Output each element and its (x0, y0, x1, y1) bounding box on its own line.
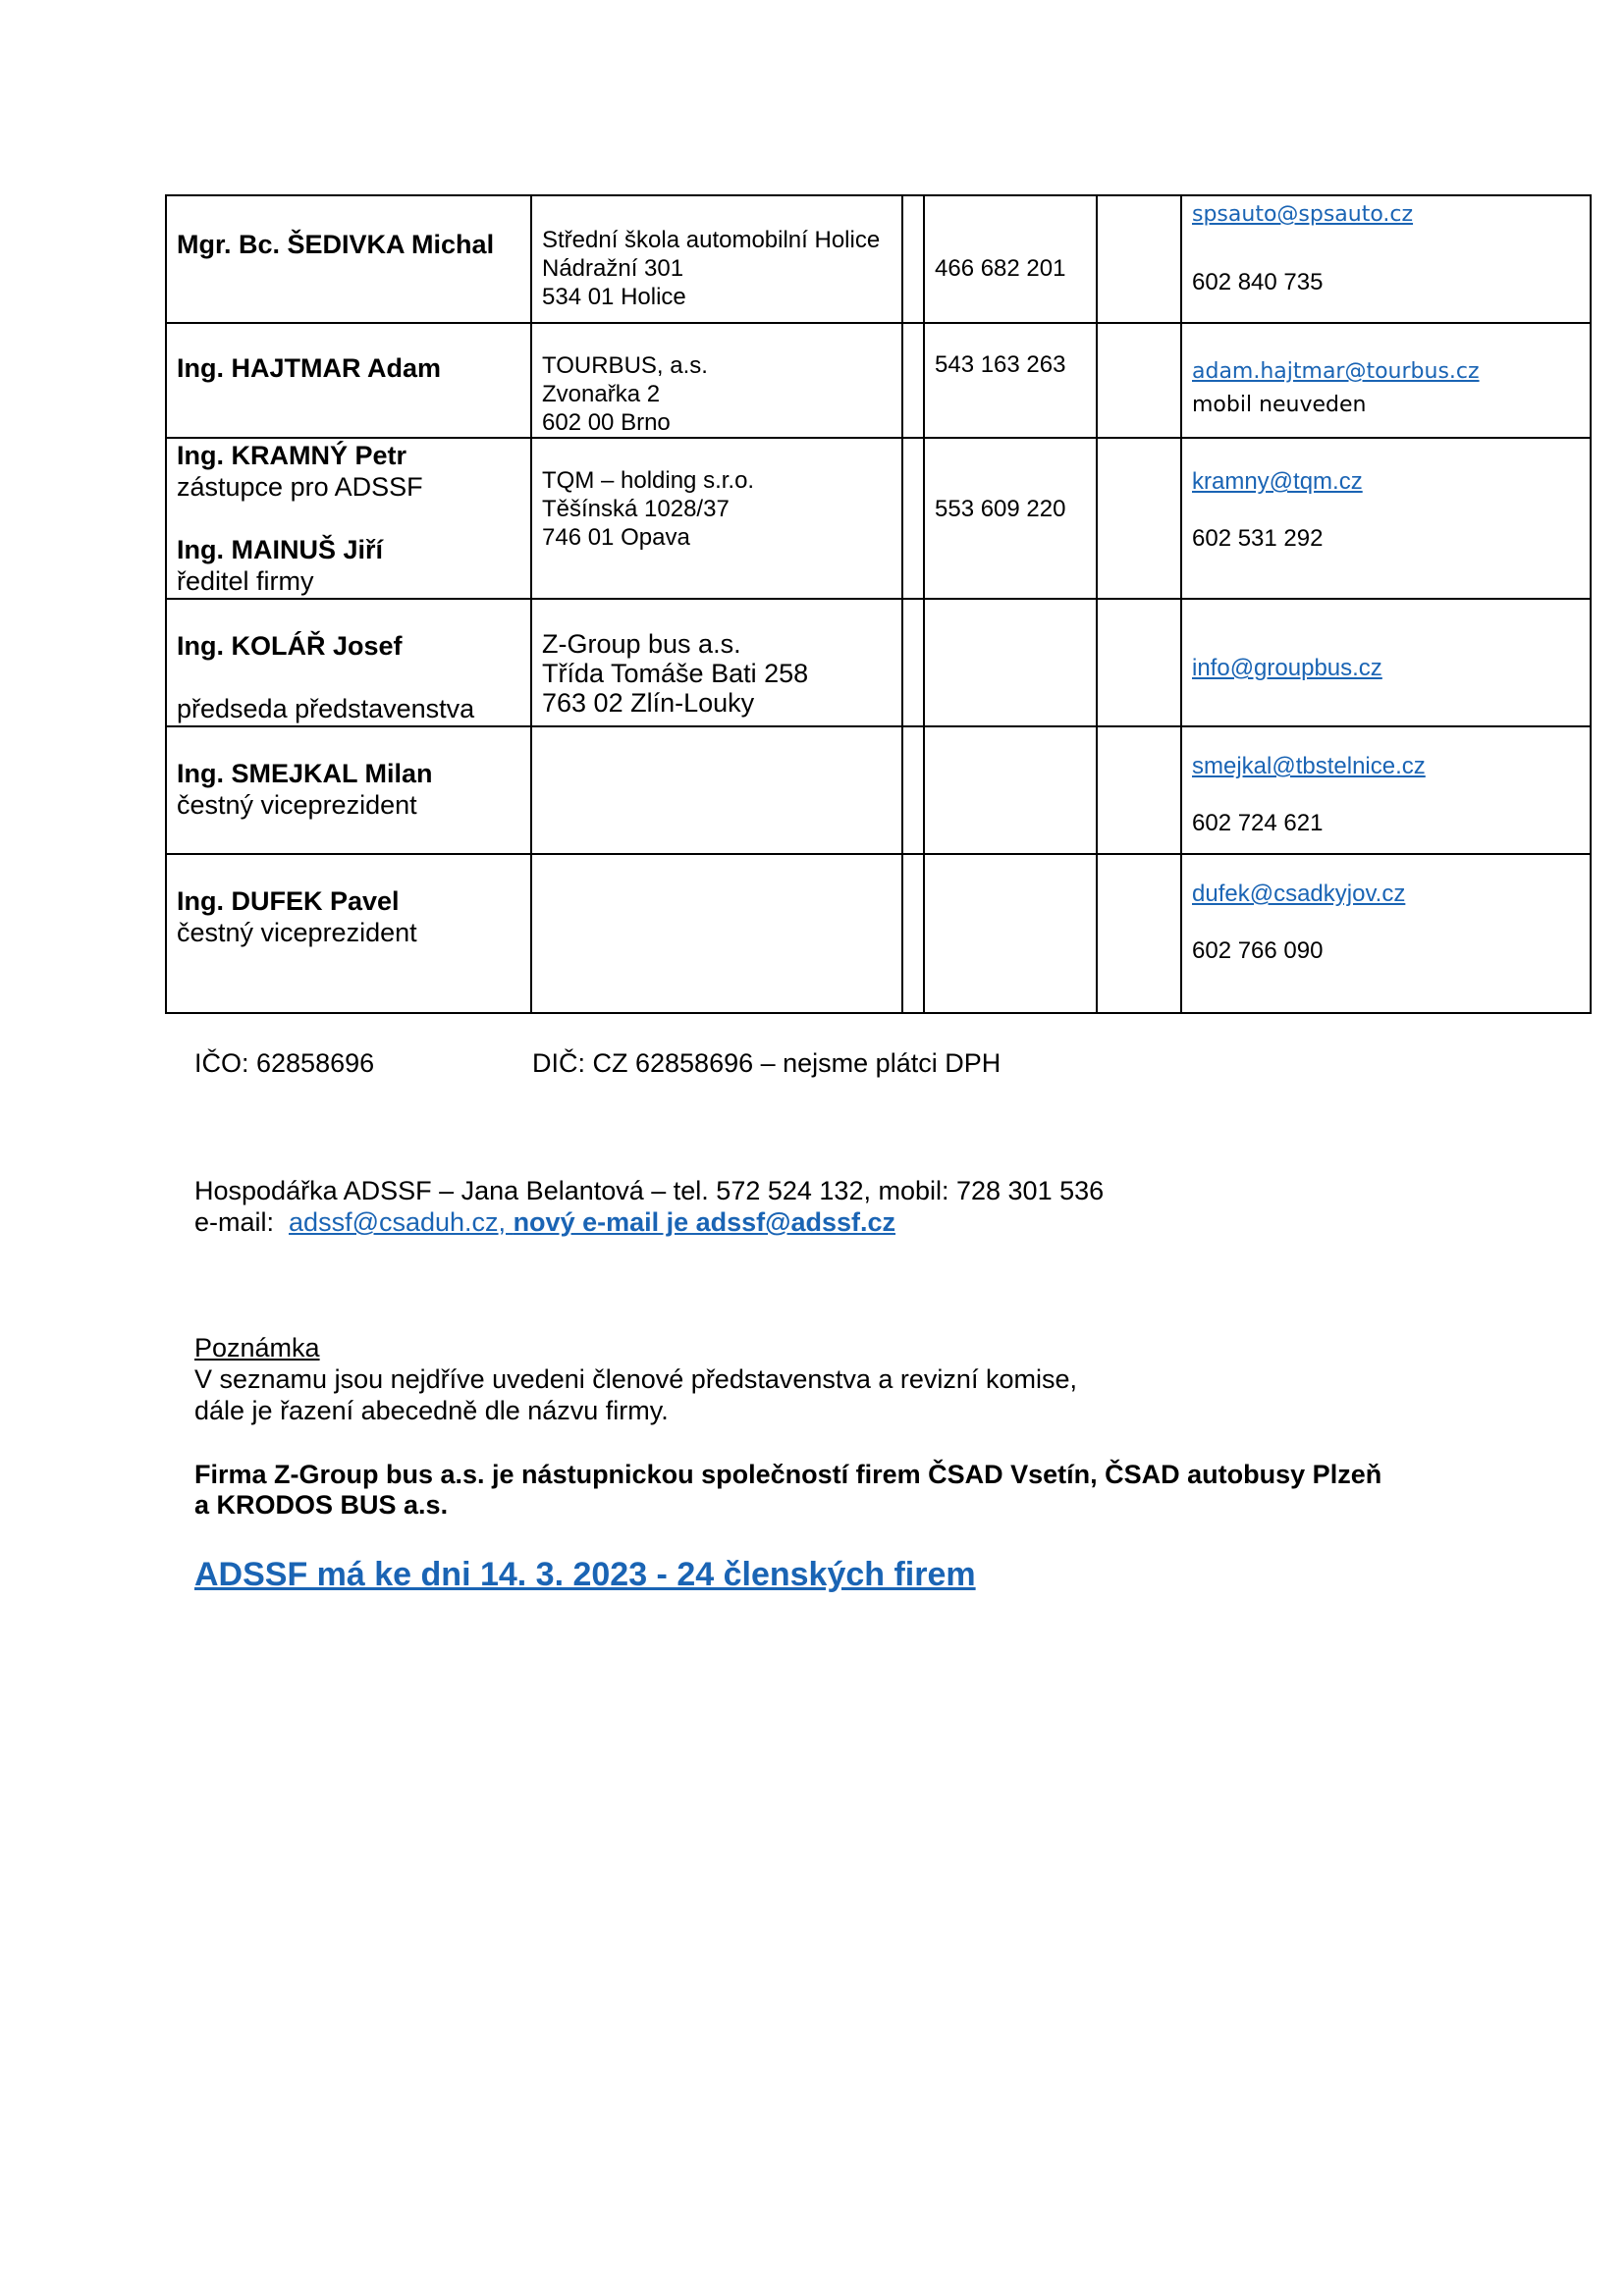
company-name: TQM – holding s.r.o. (542, 467, 755, 494)
spacer-cell (902, 195, 924, 323)
company-cell (531, 323, 902, 438)
person-role: čestný viceprezident (177, 790, 417, 820)
company-street: Třída Tomáše Bati 258 (542, 659, 809, 688)
email-link[interactable]: spsauto@spsauto.cz (1192, 202, 1414, 227)
spacer-cell (902, 599, 924, 726)
phone-cell (924, 195, 1097, 323)
email-label: e-mail: (194, 1207, 290, 1237)
ico-text: IČO: 62858696 (194, 1048, 375, 1078)
person-cell (166, 323, 531, 438)
company-cell (531, 599, 902, 726)
company-city: 602 00 Brno (542, 409, 671, 436)
phone-number: 543 163 263 (935, 351, 1066, 378)
person-role: zástupce pro ADSSF (177, 472, 423, 502)
phone-number: 553 609 220 (935, 496, 1066, 522)
mobile-number: 602 531 292 (1192, 525, 1324, 552)
spacer-cell (1097, 323, 1181, 438)
company-name: Z-Group bus a.s. (542, 629, 741, 659)
member-count-link[interactable]: ADSSF má ke dni 14. 3. 2023 - 24 členských firem (194, 1556, 976, 1593)
spacer-cell (1097, 195, 1181, 323)
note-bold-line-1: Firma Z-Group bus a.s. je nástupnickou společností firem ČSAD Vsetín, ČSAD autobusy Plzeň (194, 1460, 1382, 1489)
person-cell (166, 438, 531, 599)
contact-cell (1181, 726, 1591, 854)
note-bold-line-2: a KRODOS BUS a.s. (194, 1490, 449, 1520)
phone-cell (924, 854, 1097, 1013)
note-line-1: V seznamu jsou nejdříve uvedeni členové představenstva a revizní komise, (194, 1364, 1077, 1394)
email-link[interactable]: dufek@csadkyjov.cz (1192, 881, 1406, 907)
mobile-number: 602 766 090 (1192, 937, 1324, 964)
person-role: ředitel firmy (177, 566, 314, 596)
dic-text: DIČ: CZ 62858696 – nejsme plátci DPH (532, 1048, 1001, 1078)
email-link[interactable]: info@groupbus.cz (1192, 655, 1382, 681)
mobile-number: mobil neuveden (1192, 393, 1367, 417)
table-row (166, 323, 1591, 438)
table-row (166, 195, 1591, 323)
email-link[interactable]: adam.hajtmar@tourbus.cz (1192, 359, 1480, 384)
new-email-link[interactable]: nový e-mail je adssf@adssf.cz (513, 1207, 896, 1237)
table-row (166, 854, 1591, 1013)
contact-cell (1181, 195, 1591, 323)
members-table (165, 194, 1592, 1014)
table-row (166, 726, 1591, 854)
note-heading: Poznámka (194, 1333, 320, 1362)
company-cell (531, 726, 902, 854)
table-row (166, 438, 1591, 599)
phone-cell (924, 599, 1097, 726)
phone-cell (924, 726, 1097, 854)
company-name: TOURBUS, a.s. (542, 352, 708, 379)
mobile-number: 602 840 735 (1192, 269, 1324, 295)
person-name: Ing. MAINUŠ Jiří (177, 535, 384, 564)
person-cell (166, 599, 531, 726)
mobile-number: 602 724 621 (1192, 810, 1324, 836)
company-city: 746 01 Opava (542, 524, 690, 551)
company-city: 763 02 Zlín-Louky (542, 688, 755, 718)
contact-cell (1181, 854, 1591, 1013)
email-link[interactable]: smejkal@tbstelnice.cz (1192, 753, 1426, 779)
email-separator: , (498, 1207, 514, 1237)
accountant-email-line (194, 1207, 895, 1238)
company-city: 534 01 Holice (542, 284, 686, 310)
spacer-cell (902, 438, 924, 599)
contact-cell (1181, 438, 1591, 599)
company-street: Těšínská 1028/37 (542, 496, 730, 522)
spacer-cell (902, 323, 924, 438)
company-street: Nádražní 301 (542, 255, 684, 282)
phone-cell (924, 438, 1097, 599)
company-cell (531, 438, 902, 599)
person-name: Ing. KRAMNÝ Petr (177, 441, 407, 470)
person-cell (166, 854, 531, 1013)
accountant-line: Hospodářka ADSSF – Jana Belantová – tel. 572 524 132, mobil: 728 301 536 (194, 1176, 1105, 1205)
company-cell (531, 195, 902, 323)
person-role: předseda představenstva (177, 694, 475, 723)
spacer-cell (1097, 726, 1181, 854)
spacer-cell (1097, 599, 1181, 726)
person-cell (166, 726, 531, 854)
note-line-2: dále je řazení abecedně dle názvu firmy. (194, 1396, 669, 1425)
old-email-link[interactable]: adssf@csaduh.cz (289, 1207, 499, 1237)
person-cell (166, 195, 531, 323)
person-name: Mgr. Bc. ŠEDIVKA Michal (177, 230, 495, 259)
person-role: čestný viceprezident (177, 918, 417, 947)
company-street: Zvonařka 2 (542, 381, 661, 407)
phone-cell (924, 323, 1097, 438)
spacer-cell (1097, 854, 1181, 1013)
phone-number: 466 682 201 (935, 255, 1066, 282)
email-link[interactable]: kramny@tqm.cz (1192, 468, 1363, 495)
person-name: Ing. SMEJKAL Milan (177, 759, 433, 788)
contact-cell (1181, 323, 1591, 438)
contact-cell (1181, 599, 1591, 726)
spacer-cell (1097, 438, 1181, 599)
person-name: Ing. HAJTMAR Adam (177, 353, 441, 383)
company-name: Střední škola automobilní Holice (542, 227, 881, 253)
person-name: Ing. DUFEK Pavel (177, 886, 400, 916)
spacer-cell (902, 854, 924, 1013)
table-row (166, 599, 1591, 726)
person-name: Ing. KOLÁŘ Josef (177, 631, 403, 661)
spacer-cell (902, 726, 924, 854)
company-cell (531, 854, 902, 1013)
